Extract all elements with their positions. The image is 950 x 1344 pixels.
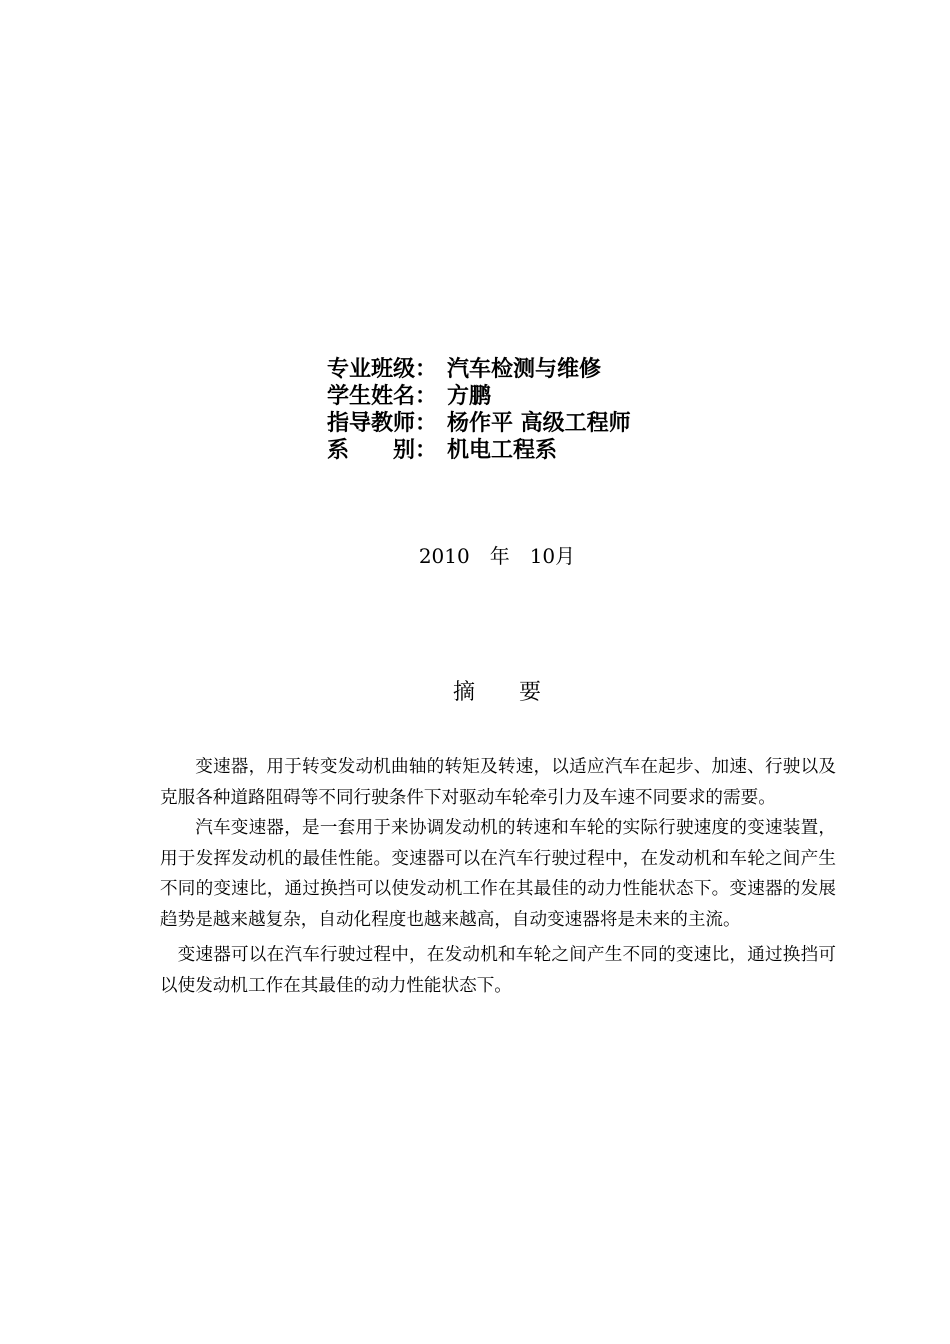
major-value: 汽车检测与维修: [447, 357, 602, 382]
department-row: [327, 437, 631, 464]
date-line: 2010 年 10月: [418, 544, 576, 568]
cover-info-block: [327, 356, 631, 464]
advisor-label: 指导教师：: [327, 411, 438, 436]
abstract-body: [160, 752, 836, 1001]
student-row: [327, 383, 631, 410]
abstract-title: 摘 要: [452, 680, 541, 705]
advisor-value: 杨作平 高级工程师: [447, 411, 631, 436]
department-label: 系 别：: [327, 438, 438, 463]
abstract-paragraph-3: 变速器可以在汽车行驶过程中，在发动机和车轮之间产生不同的变速比，通过换挡可以使发动机工作在其最佳的动力性能状态下。: [160, 945, 836, 996]
major-label: 专业班级：: [327, 357, 438, 382]
abstract-paragraph-2: 汽车变速器，是一套用于来协调发动机的转速和车轮的实际行驶速度的变速装置，用于发挥发动机的最佳性能。变速器可以在汽车行驶过程中，在发动机和车轮之间产生不同的变速比，通过换挡可以使发动机工作在其最佳的动力性能状态下。变速器的发展趋势是越来越复杂，自动化程度也越来越高，自动变速器将是未来的主流。: [160, 818, 836, 930]
student-value: 方鹏: [447, 384, 492, 409]
major-row: [327, 356, 631, 383]
department-value: 机电工程系: [447, 438, 558, 463]
advisor-row: [327, 410, 631, 437]
student-label: 学生姓名：: [327, 384, 438, 409]
abstract-paragraph-1: 变速器，用于转变发动机曲轴的转矩及转速，以适应汽车在起步、加速、行驶以及克服各种道路阻碍等不同行驶条件下对驱动车轮牵引力及车速不同要求的需要。: [160, 757, 836, 808]
